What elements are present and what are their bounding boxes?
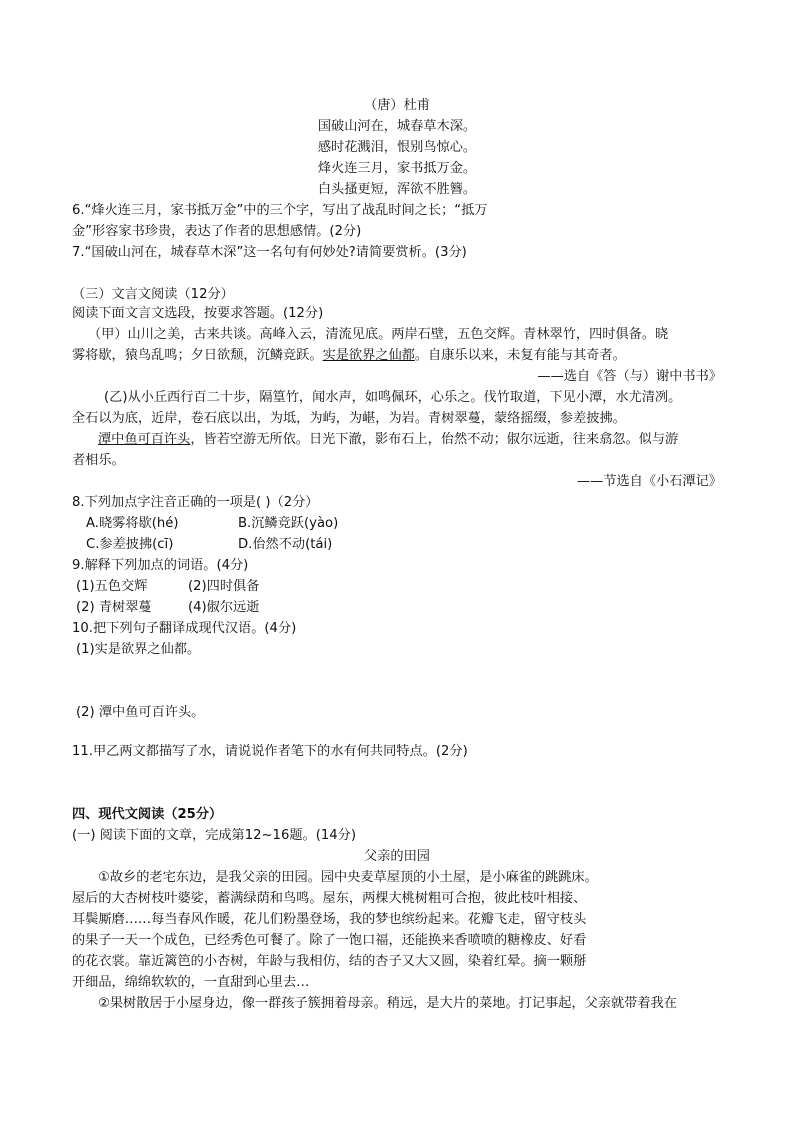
question-6-line-2: 金”形容家书珍贵，表达了作者的思想感情。(2分) <box>72 224 362 239</box>
question-8-option-d: D.佁然不动(tái) <box>238 537 333 552</box>
yi-text-line-3 <box>98 431 678 449</box>
question-10-item-2: (2) 潭中鱼可百许头。 <box>76 705 205 720</box>
question-8-option-b: B.沉鳞竞跃(yào) <box>238 516 339 531</box>
yi-text-line-2: 全石以为底，近岸，卷石底以出，为坻，为屿，为嵁，为岩。青树翠蔓，蒙络摇缀，参差披拂。 <box>72 411 626 426</box>
paragraph-1-line-6: 开细品，绵绵软软的，一直甜到心里去… <box>72 975 310 990</box>
underlined-sentence-2: 潭中鱼可百许头 <box>98 432 191 447</box>
question-9-item-1: (1)五色交辉 <box>76 579 148 594</box>
yi-text-line-1: (乙)从小丘西行百二十步，隔篁竹，闻水声，如鸣佩环，心乐之。伐竹取道，下见小潭，水尤清冽。 <box>104 390 682 405</box>
question-6-line-1: 6.“烽火连三月，家书抵万金”中的三个字，写出了战乱时间之长；“抵万 <box>72 203 488 218</box>
modern-sub-heading: (一) 阅读下面的文章，完成第12~16题。(14分) <box>72 828 356 843</box>
question-9-item-2: (2)四时俱备 <box>188 579 260 594</box>
poem-line-4: 白头搔更短，浑欲不胜簪。 <box>317 182 477 197</box>
jia-text-line-2 <box>72 347 626 365</box>
question-8-option-a: A.晓雾将歇(hé) <box>86 516 179 531</box>
paragraph-1-line-4: 的果子一天一个成色，已经秀色可餐了。除了一饱口福，还能换来香喷喷的糖橡皮、好看 <box>72 933 587 948</box>
poem-line-2: 感时花溅泪，恨别鸟惊心。 <box>317 140 477 155</box>
underlined-sentence-1: 实是欲界之仙都 <box>322 348 415 363</box>
question-9-item-3: (2) 青树翠蔓 <box>76 600 152 615</box>
paragraph-2-line-1: ②果树散居于小屋身边，像一群孩子簇拥着母亲。稍远，是大片的菜地。打记事起，父亲就带着我在 <box>98 996 677 1011</box>
question-9: 9.解释下列加点的词语。(4分) <box>72 558 249 573</box>
modern-heading: 四、现代文阅读（25分） <box>72 807 223 822</box>
question-10: 10.把下列句子翻译成现代汉语。(4分) <box>72 621 297 636</box>
classical-instruction: 阅读下面文言文选段，按要求答题。(12分) <box>72 306 324 321</box>
question-11: 11.甲乙两文都描写了水，请说说作者笔下的水有何共同特点。(2分) <box>72 744 468 759</box>
yi-text-line-4: 者相乐。 <box>72 453 125 468</box>
poem-line-1: 国破山河在，城春草木深。 <box>317 119 477 134</box>
paragraph-1-line-1: ①故乡的老宅东边，是我父亲的田园。园中央麦草屋顶的小土屋，是小麻雀的跳跳床。 <box>98 870 598 885</box>
jia-text-line-1: （甲）山川之美，古来共谈。高峰入云，清流见底。两岸石壁，五色交辉。青林翠竹，四时俱备。晓 <box>88 327 669 342</box>
yi-source: ——节选自《小石潭记》 <box>576 474 722 489</box>
paragraph-1-line-2: 屋后的大杏树枝叶婆娑，蓄满绿荫和鸟鸣。屋东，两棵大桃树粗可合抱，彼此枝叶相接、 <box>72 891 587 906</box>
poem-author: （唐）杜甫 <box>364 98 430 113</box>
question-8: 8.下列加点字注音正确的一项是( )（2分） <box>72 495 319 510</box>
paragraph-1-line-5: 的花衣裳。靠近篱笆的小杏树，年龄与我相仿，结的杏子又大又圆，染着红晕。摘一颗掰 <box>72 954 587 969</box>
classical-heading: （三）文言文阅读（12分） <box>72 287 234 302</box>
article-title: 父亲的田园 <box>364 849 430 864</box>
jia-source: ——选自《答（与）谢中书书》 <box>537 369 722 384</box>
yi-text-segment: ，皆若空游无所依。日光下澈，影布石上，佁然不动；俶尔远逝，往来翕忽。似与游 <box>190 432 679 447</box>
question-9-item-4: (4)俶尔远逝 <box>188 600 260 615</box>
jia-text-segment: 。自康乐以来，未复有能与其奇者。 <box>414 348 626 363</box>
paragraph-1-line-3: 耳鬓厮磨……每当春风作暖，花儿们粉墨登场，我的梦也缤纷起来。花瓣飞走，留守枝头 <box>72 912 587 927</box>
question-10-item-1: (1)实是欲界之仙都。 <box>76 642 201 657</box>
jia-text-segment: 雾将歇，猿鸟乱鸣；夕日欲颓，沉鳞竞跃。 <box>72 348 323 363</box>
poem-line-3: 烽火连三月，家书抵万金。 <box>317 161 477 176</box>
question-7: 7.“国破山河在，城春草木深”这一名句有何妙处?请简要赏析。(3分) <box>72 245 467 260</box>
question-8-option-c: C.参差披拂(cī) <box>86 537 174 552</box>
